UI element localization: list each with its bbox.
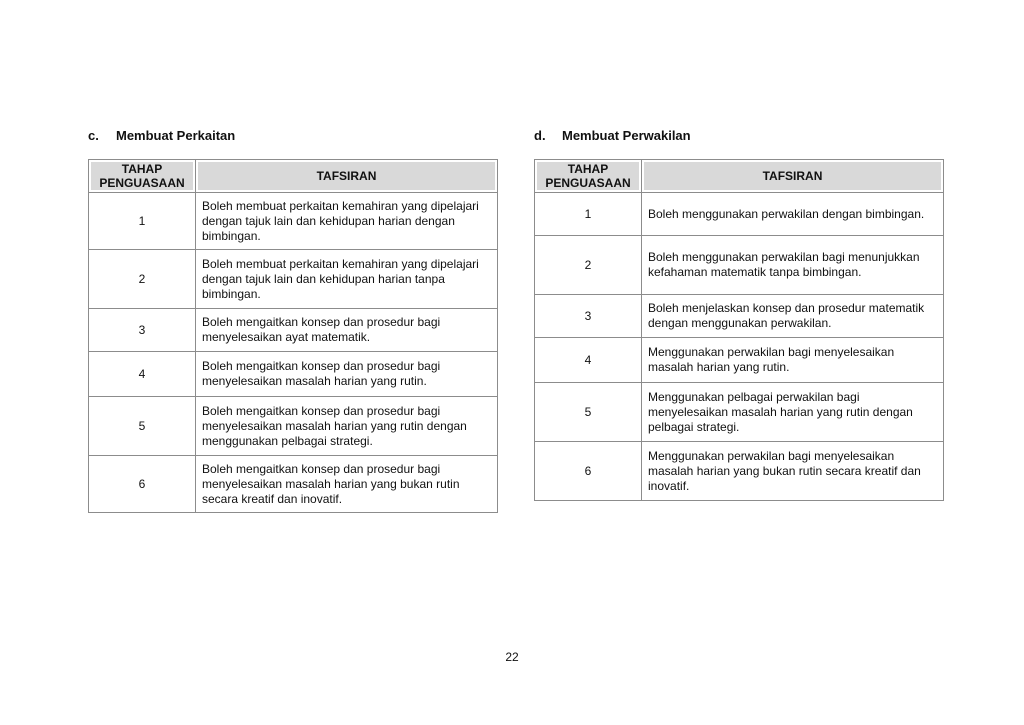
table-row	[89, 456, 498, 513]
section-letter: c.	[88, 127, 99, 143]
desc-cell: Boleh menggunakan perwakilan dengan bimbingan.	[642, 193, 944, 236]
header-desc: TAFSIRAN	[196, 160, 498, 193]
table-row	[89, 193, 498, 250]
table-row	[535, 236, 944, 295]
section-membuat-perwakilan	[534, 125, 944, 501]
desc-cell: Boleh mengaitkan konsep dan prosedur bagi menyelesaikan masalah harian yang rutin.	[196, 352, 498, 397]
table-row	[535, 442, 944, 501]
desc-cell: Boleh menjelaskan konsep dan prosedur matematik dengan menggunakan perwakilan.	[642, 295, 944, 338]
table-row	[535, 295, 944, 338]
desc-cell: Boleh mengaitkan konsep dan prosedur bagi menyelesaikan masalah harian yang rutin dengan menggunakan pelbagai strategi.	[196, 397, 498, 456]
level-cell: 1	[535, 193, 642, 236]
desc-cell: Boleh menggunakan perwakilan bagi menunjukkan kefahaman matematik tanpa bimbingan.	[642, 236, 944, 295]
level-cell: 6	[89, 456, 196, 513]
level-cell: 2	[535, 236, 642, 295]
level-cell: 2	[89, 250, 196, 309]
level-cell: 5	[89, 397, 196, 456]
table-row	[89, 397, 498, 456]
table-row	[535, 383, 944, 442]
rubric-table	[88, 159, 498, 513]
desc-cell: Menggunakan pelbagai perwakilan bagi menyelesaikan masalah harian yang rutin dengan pelbagai strategi.	[642, 383, 944, 442]
desc-cell: Boleh mengaitkan konsep dan prosedur bagi menyelesaikan ayat matematik.	[196, 309, 498, 352]
level-cell: 5	[535, 383, 642, 442]
table-row	[89, 250, 498, 309]
level-cell: 4	[89, 352, 196, 397]
header-desc: TAFSIRAN	[642, 160, 944, 193]
desc-cell: Menggunakan perwakilan bagi menyelesaikan masalah harian yang rutin.	[642, 338, 944, 383]
level-cell: 3	[89, 309, 196, 352]
page-number: 22	[505, 650, 519, 664]
table-row	[89, 309, 498, 352]
header-level: TAHAP PENGUASAAN	[89, 160, 196, 193]
section-heading	[88, 125, 498, 145]
section-title: Membuat Perkaitan	[116, 127, 236, 143]
table-row	[89, 352, 498, 397]
section-membuat-perkaitan	[88, 125, 498, 513]
section-letter: d.	[534, 127, 546, 143]
desc-cell: Boleh membuat perkaitan kemahiran yang dipelajari dengan tajuk lain dan kehidupan harian tanpa bimbingan.	[196, 250, 498, 309]
desc-cell: Boleh membuat perkaitan kemahiran yang dipelajari dengan tajuk lain dan kehidupan harian dengan bimbingan.	[196, 193, 498, 250]
table-row	[535, 338, 944, 383]
desc-cell: Menggunakan perwakilan bagi menyelesaikan masalah harian yang bukan rutin secara kreatif dan inovatif.	[642, 442, 944, 501]
desc-cell: Boleh mengaitkan konsep dan prosedur bagi menyelesaikan masalah harian yang bukan rutin secara kreatif dan inovatif.	[196, 456, 498, 513]
table-row	[535, 193, 944, 236]
section-title: Membuat Perwakilan	[562, 127, 691, 143]
section-heading	[534, 125, 944, 145]
level-cell: 1	[89, 193, 196, 250]
header-level: TAHAP PENGUASAAN	[535, 160, 642, 193]
rubric-table	[534, 159, 944, 501]
level-cell: 4	[535, 338, 642, 383]
level-cell: 3	[535, 295, 642, 338]
table-header-row	[89, 160, 498, 193]
table-header-row	[535, 160, 944, 193]
level-cell: 6	[535, 442, 642, 501]
